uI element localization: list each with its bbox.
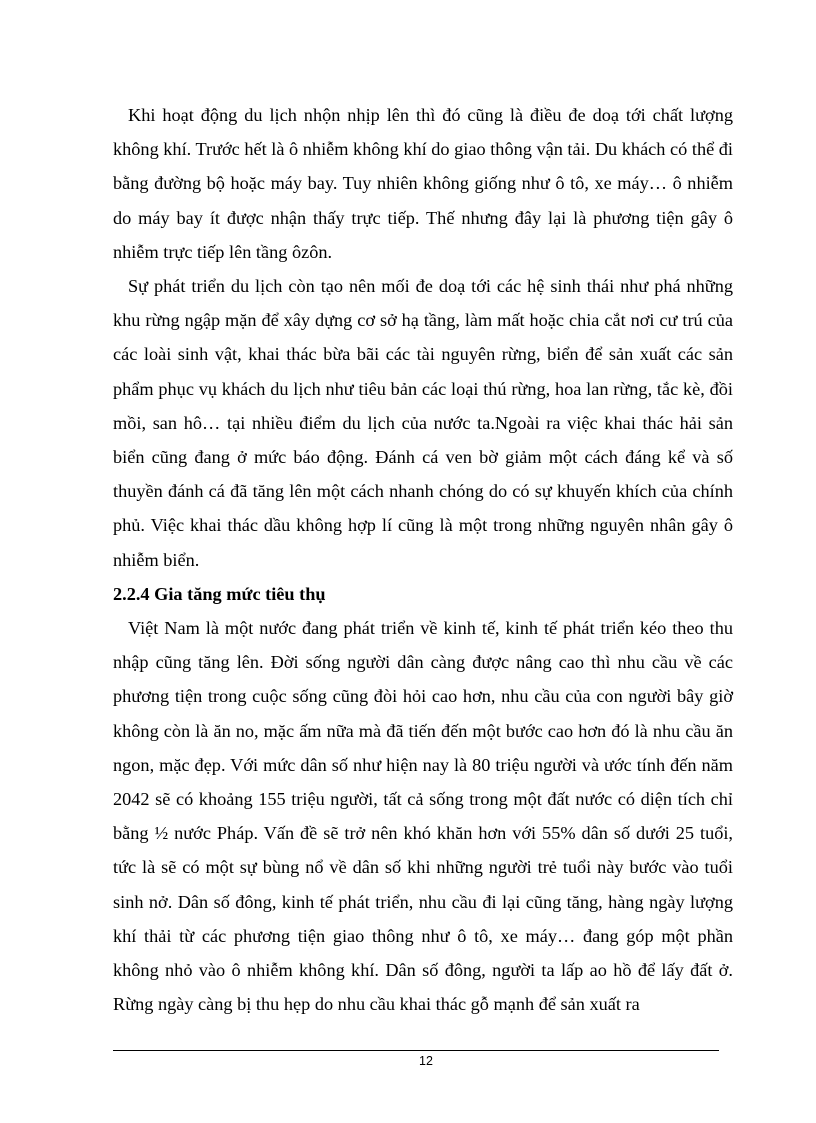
paragraph-tourism-ecosystems: Sự phát triển du lịch còn tạo nên mối đe doạ tới các hệ sinh thái như phá những khu rừng ngập mặn để xây dựng cơ sở hạ tầng, làm mất hoặc chia cắt nơi cư trú của các loài sinh vật, khai thác bừa bãi các tài nguyên rừng, biển để sản xuất các sản phẩm phục vụ khách du lịch như tiêu bản các loại thú rừng, hoa lan rừng, tắc kè, đồi mồi, san hô… tại nhiều điểm du lịch của nước ta.Ngoài ra việc khai thác hải sản biển cũng đang ở mức báo động. Đánh cá ven bờ giảm một cách đáng kể và số thuyền đánh cá đã tăng lên một cách nhanh chóng do có sự khuyến khích của chính phủ. Việc khai thác dầu không hợp lí cũng là một trong những nguyên nhân gây ô nhiễm biển. — [113, 276, 733, 570]
page-number: 12 — [419, 1054, 433, 1068]
paragraph-tourism-air-pollution: Khi hoạt động du lịch nhộn nhịp lên thì đó cũng là điều đe doạ tới chất lượng không khí. Trước hết là ô nhiễm không khí do giao thông vận tải. Du khách có thể đi bằng đường bộ hoặc máy bay. Tuy nhiên không giống như ô tô, xe máy… ô nhiễm do máy bay ít được nhận thấy trực tiếp. Thế nhưng đây lại là phương tiện gây ô nhiễm trực tiếp lên tầng ôzôn. — [113, 105, 733, 262]
paragraph-consumption-growth: Việt Nam là một nước đang phát triển về kinh tế, kinh tế phát triển kéo theo thu nhập cũng tăng lên. Đời sống người dân càng được nâng cao thì nhu cầu về các phương tiện trong cuộc sống cũng đòi hỏi cao hơn, nhu cầu của con người bây giờ không còn là ăn no, mặc ấm nữa mà đã tiến đến một bước cao hơn đó là nhu cầu ăn ngon, mặc đẹp. Với mức dân số như hiện nay là 80 triệu người và ước tính đến năm 2042 sẽ có khoảng 155 triệu người, tất cả sống trong một đất nước có diện tích chỉ bằng ½ nước Pháp. Vấn đề sẽ trở nên khó khăn hơn với 55% dân số dưới 25 tuổi, tức là sẽ có một sự bùng nổ về dân số khi những người trẻ tuổi này bước vào tuổi sinh nở. Dân số đông, kinh tế phát triển, nhu cầu đi lại cũng tăng, hàng ngày lượng khí thải từ các phương tiện giao thông như ô tô, xe máy… đang góp một phần không nhỏ vào ô nhiễm không khí. Dân số đông, người ta lấp ao hồ để lấy đất ở. Rừng ngày càng bị thu hẹp do nhu cầu khai thác gỗ mạnh để sản xuất ra — [113, 618, 733, 1015]
footer-divider — [113, 1050, 719, 1051]
section-heading: 2.2.4 Gia tăng mức tiêu thụ — [113, 583, 326, 604]
page-body — [113, 98, 733, 1021]
